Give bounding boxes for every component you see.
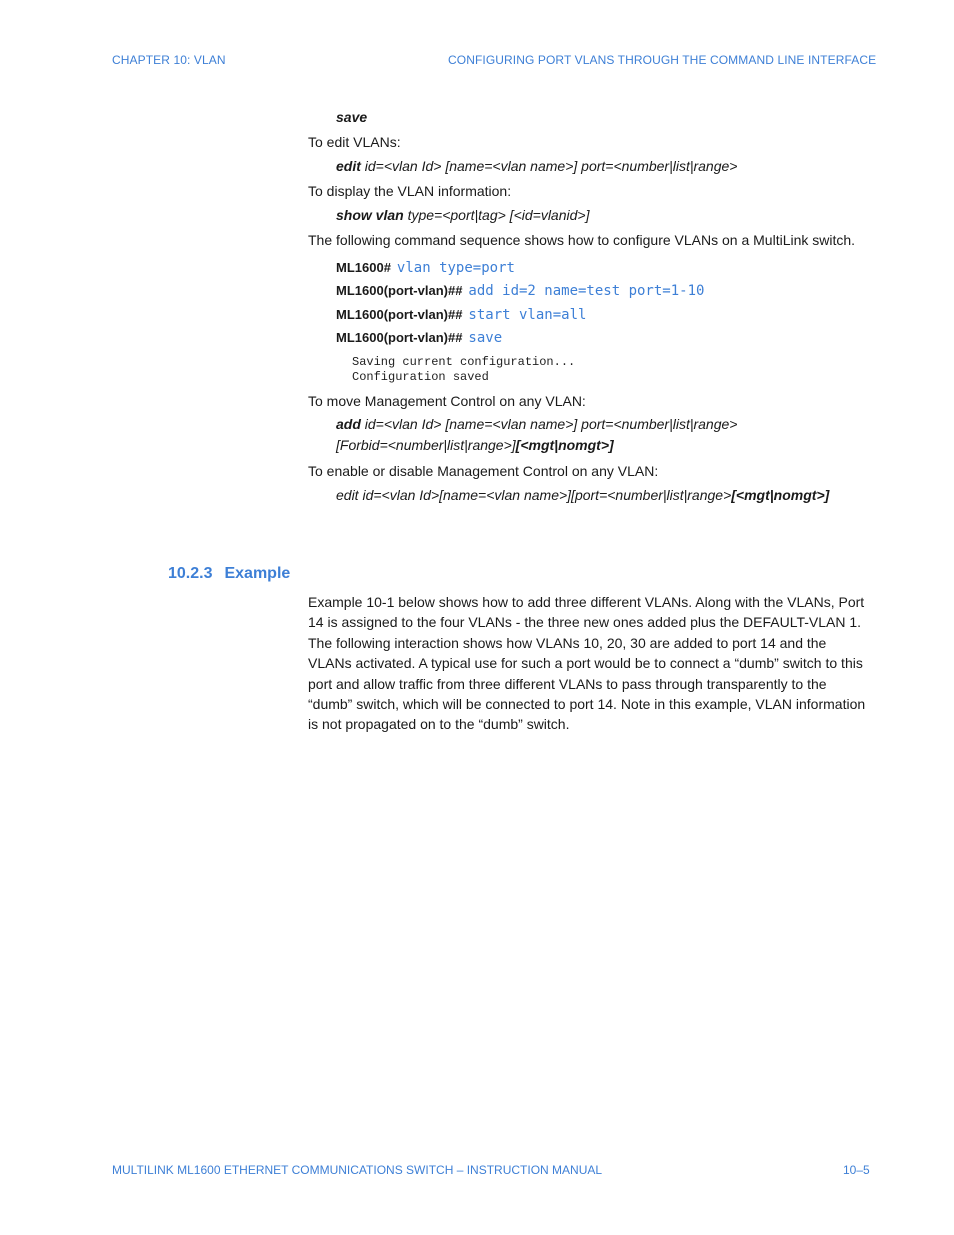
cli-output-line: Saving current configuration... <box>352 355 576 369</box>
mgt-option: [<mgt|nomgt>] <box>731 487 830 503</box>
cli-prompt: ML1600(port-vlan)## <box>336 307 463 322</box>
mgt-option: [<mgt|nomgt>] <box>515 437 614 453</box>
cli-command: vlan type=port <box>396 260 515 276</box>
cli-prompt: ML1600(port-vlan)## <box>336 283 463 298</box>
cli-line <box>336 258 515 277</box>
cli-line <box>336 305 586 324</box>
footer-manual-title: MULTILINK ML1600 ETHERNET COMMUNICATIONS SWITCH – INSTRUCTION MANUAL <box>112 1163 603 1177</box>
show-vlan-keyword: show vlan <box>336 207 404 223</box>
cli-prompt: ML1600# <box>336 260 391 275</box>
cli-output-line: Configuration saved <box>352 370 489 384</box>
show-vlan-arguments: type=<port|tag> [<id=vlanid>] <box>403 207 590 223</box>
move-mgmt-intro: To move Management Control on any VLAN: <box>308 393 586 409</box>
section-number: 10.2.3 <box>168 565 213 582</box>
forbid-line <box>336 436 614 454</box>
enable-mgmt-intro: To enable or disable Management Control on any VLAN: <box>308 463 659 479</box>
add-arguments: id=<vlan Id> [name=<vlan name>] port=<number|list|range> <box>360 416 738 432</box>
example-paragraph: Example 10-1 below shows how to add three different VLANs. Along with the VLANs, Port 14 is assigned to the four VLANs - the three new ones added plus the DEFAULT-VLAN 1. The following interaction shows how VLANs 10, 20, 30 are added to port 14 and the VLANs activated. A typical use for such a port would be to connect a “dumb” switch to this port and allow traffic from three different VLANs to pass through transparently to the “dumb” switch, which will be connected to port 14. Note in this example, VLAN information is not propagated on to the “dumb” switch. <box>308 594 866 733</box>
show-vlan-command-line <box>336 206 589 224</box>
page-number: 10–5 <box>843 1163 870 1177</box>
section-heading <box>168 565 290 583</box>
edit-arguments: id=<vlan Id> [name=<vlan name>] port=<number|list|range> <box>360 158 738 174</box>
edit-command-line <box>336 157 737 175</box>
cli-command: start vlan=all <box>468 307 587 323</box>
save-command: save <box>336 109 368 125</box>
cli-command: save <box>468 330 503 346</box>
edit-keyword: edit <box>336 158 361 174</box>
header-chapter: CHAPTER 10: VLAN <box>112 53 226 67</box>
forbid-arguments: [Forbid=<number|list|range>] <box>336 437 516 453</box>
header-section-title: CONFIGURING PORT VLANS THROUGH THE COMMAND LINE INTERFACE <box>448 53 877 67</box>
cli-prompt: ML1600(port-vlan)## <box>336 330 463 345</box>
add-command-line <box>336 415 737 433</box>
edit-mgmt-command-line <box>336 486 829 504</box>
edit-vlans-intro: To edit VLANs: <box>308 134 401 150</box>
command-sequence-intro: The following command sequence shows how to configure VLANs on a MultiLink switch. <box>308 232 856 248</box>
edit-mgmt-arguments: edit id=<vlan Id>[name=<vlan name>][port=<number|list|range> <box>336 487 732 503</box>
cli-command: add id=2 name=test port=1-10 <box>468 283 705 299</box>
display-vlan-intro: To display the VLAN information: <box>308 183 512 199</box>
add-keyword: add <box>336 416 361 432</box>
cli-line <box>336 281 704 300</box>
section-title: Example <box>224 565 291 582</box>
cli-line <box>336 328 502 347</box>
